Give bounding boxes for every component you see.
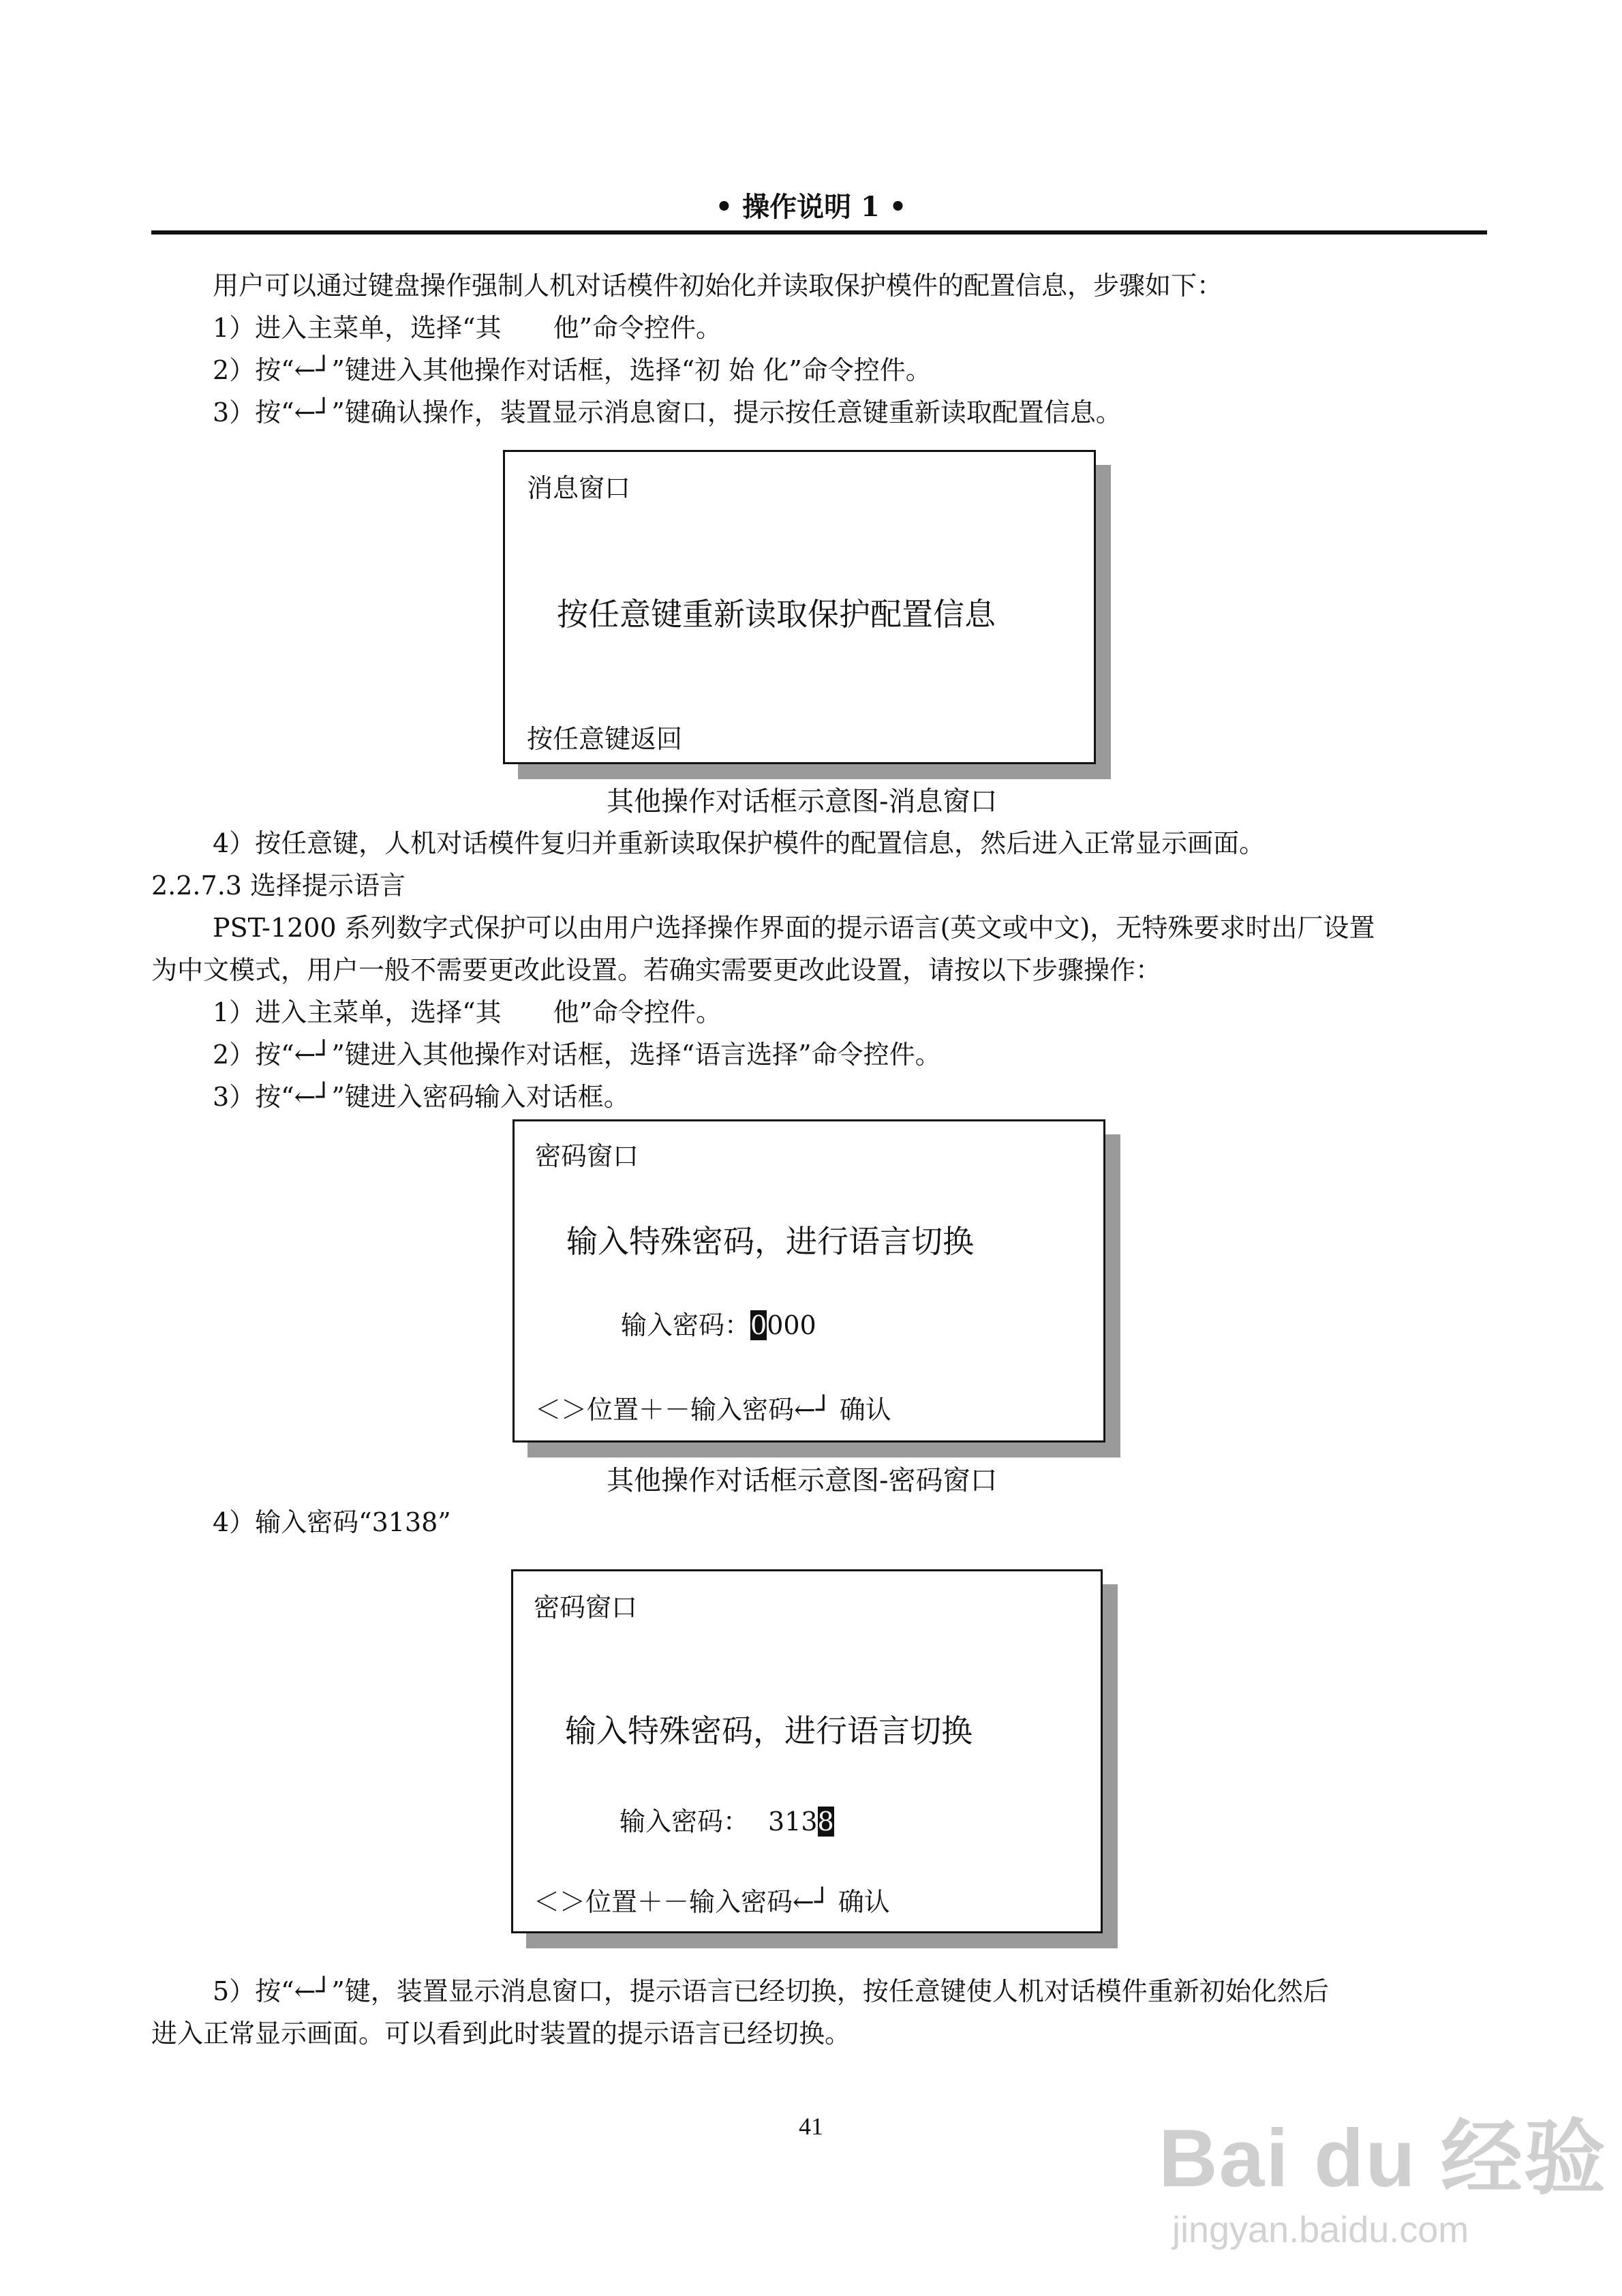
step-1-4: 4）按任意键，人机对话模件复归并重新读取保护模件的配置信息，然后进入正常显示画面。: [213, 828, 1266, 858]
watermark-brand: Bai du 经验: [1159, 2113, 1608, 2204]
step-1-2: 2）按“←┘”键进入其他操作对话框，选择“初 始 化”命令控件。: [213, 355, 932, 385]
intro-paragraph: 用户可以通过键盘操作强制人机对话模件初始化并读取保护模件的配置信息，步骤如下：: [213, 271, 1223, 301]
step-2-2: 2）按“←┘”键进入其他操作对话框，选择“语言选择”命令控件。: [213, 1040, 941, 1070]
step-2-1: 1）进入主菜单，选择“其 他”命令控件。: [213, 997, 722, 1027]
message-window-figure: [503, 450, 1096, 764]
password-row: [619, 1800, 834, 1838]
step-1-1: 1）进入主菜单，选择“其 他”命令控件。: [213, 313, 722, 343]
step-2-5-line-2: 进入正常显示画面。可以看到此时装置的提示语言已经切换。: [151, 2019, 851, 2049]
password-window-message: 输入特殊密码，进行语言切换: [565, 1712, 973, 1749]
password-label: 输入密码：: [619, 1807, 750, 1837]
watermark-url: jingyan.baidu.com: [1172, 2209, 1469, 2250]
description-line-1: PST-1200 系列数字式保护可以由用户选择操作界面的提示语言(英文或中文)，无特殊要求时出厂设置: [213, 913, 1375, 943]
header-rule: [151, 230, 1487, 235]
step-2-4: 4）输入密码“3138”: [213, 1507, 451, 1537]
password-digits: 313: [768, 1807, 818, 1837]
message-window-footer: 按任意键返回: [527, 724, 683, 754]
password-window-figure-1: [512, 1119, 1105, 1442]
step-1-3: 3）按“←┘”键确认操作，装置显示消息窗口，提示按任意键重新读取配置信息。: [213, 397, 1122, 427]
password-window-caption: 其他操作对话框示意图-密码窗口: [607, 1465, 998, 1496]
password-cursor-digit: 0: [750, 1310, 767, 1340]
password-window-footer: ＜＞位置＋－输入密码←┘ 确认: [535, 1395, 891, 1425]
description-line-2: 为中文模式，用户一般不需要更改此设置。若确实需要更改此设置，请按以下步骤操作：: [151, 955, 1162, 985]
password-cursor-digit: 8: [817, 1807, 834, 1837]
message-window-text: 按任意键重新读取保护配置信息: [557, 596, 996, 633]
password-window-message: 输入特殊密码，进行语言切换: [566, 1223, 974, 1260]
password-window-figure-2: [511, 1569, 1103, 1933]
password-digits: 000: [767, 1310, 816, 1340]
page-number: 41: [799, 2113, 823, 2140]
message-window-caption: 其他操作对话框示意图-消息窗口: [607, 786, 998, 817]
password-window-title: 密码窗口: [534, 1592, 638, 1622]
page-header-title: • 操作说明 1 •: [715, 191, 907, 223]
section-heading: 2.2.7.3 选择提示语言: [151, 871, 406, 901]
password-window-title: 密码窗口: [535, 1141, 639, 1171]
message-window-title: 消息窗口: [527, 473, 631, 503]
password-row: [621, 1304, 816, 1342]
password-window-footer: ＜＞位置＋－输入密码←┘ 确认: [534, 1887, 890, 1917]
step-2-5-line-1: 5）按“←┘”键，装置显示消息窗口，提示语言已经切换，按任意键使人机对话模件重新初始化然后: [213, 1976, 1329, 2006]
step-2-3: 3）按“←┘”键进入密码输入对话框。: [213, 1082, 630, 1112]
password-label: 输入密码：: [621, 1310, 751, 1340]
